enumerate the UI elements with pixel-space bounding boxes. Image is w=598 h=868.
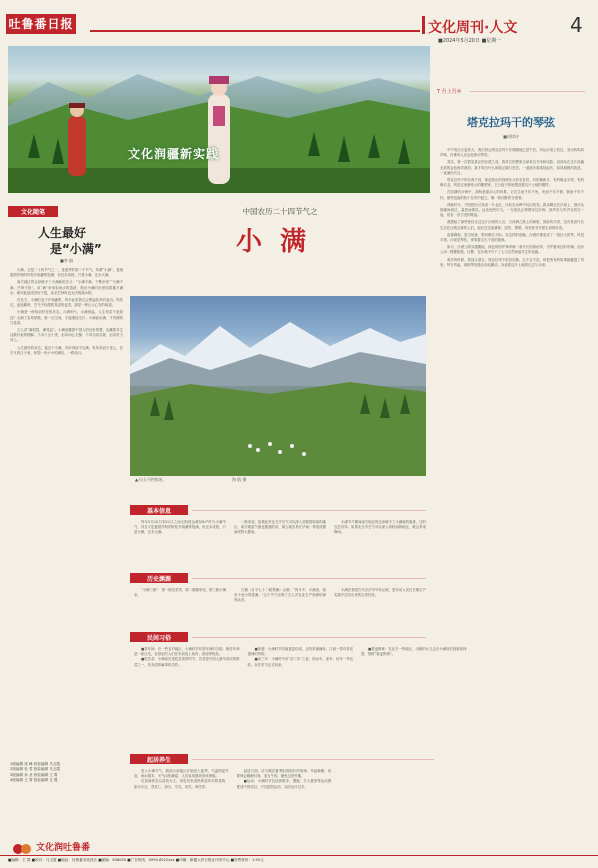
masthead-rule [90,30,420,32]
credit-line: 2版编辑 杜 君 校检编辑 马玉霞 [10,767,60,772]
section-heading-basic-info: 基本信息 [146,508,171,515]
credit-line: 1版编辑 梁 峰 校检编辑 马玉霞 [10,762,60,766]
essay-paragraph: 南方地区的农谚赋予了小满新的含义：“小满不满，干断田坎”“小满不满，芒种不管”。用“满”来形容雨水的盈缺，指出小满时田里如果蓄不满水，就可能造成田坎干裂，甚至芒种时也无法栽插水稻。 [10,280,123,295]
sidebar-paragraph: 我想起了那些曾经走过这片沙漠的人们，古丝绸之路上的商旅，探险的学者，还有世世代代生活在沙漠边缘的人们。他们在这里耕种、放牧、歌唱，用坚韧书写着生命的传奇。 [440,220,584,230]
section-paragraph: 每年5月20日到22日之间太阳到达黄经60°时为小满节气。其含义是夏熟作物的籽粒开始灌浆饱满，但还未成熟，只是小满，还未大满。 [134,520,226,535]
section-paragraph: ■祭车神：在一些农村地区，小满时节有祭车神的习俗。相传车神是一条白龙，在祭祀时人们在车前放上鱼肉、香烛等物品。 [134,647,240,657]
newspaper-logo: 吐鲁番日报 [8,17,74,31]
hero-landscape-illustration [8,46,430,193]
section-heading-history: 历史渊源 [146,576,171,583]
section-body-history [134,588,426,636]
brand-slogan: 文化润吐鲁番 [36,843,91,853]
section-paragraph: 进入小满节气，我国大部地区开始进入夏季，气温明显升高，雨水增多，天气闷热潮湿，人们容易感到身体困倦。 [134,769,229,779]
section-paragraph: 一般来说，如果此时北方冷空气可以深入到我国较南的地区，南方暖湿气流也强盛的话，那么就容易在华南一带造成暴雨或特大暴雨。 [234,520,326,535]
section-rule [192,637,426,638]
section-paragraph: 小满在我国古代历法中早有记载，是劳动人民在长期生产实践中总结出来的宝贵经验。 [334,588,426,598]
credit-line: 4版编辑 王 霄 校检编辑 支 璟 [10,778,58,783]
sidebar-author: ■胡律诗 [503,134,519,139]
essay-paragraph: 小满，它是二十四节气之一，是夏季的第二个节气。所谓“小满”，是指夏熟作物的籽粒开始灌浆饱满，但还未成熟，只是小满，还未大满。 [10,268,123,278]
issue-date: ■2024年5月20日 ■星期一 [438,38,502,44]
sidebar-paragraph: 塔克拉玛干的沙漠不同，被创造出的独特沙丘形态各异，有的像新月，有的像金字塔，有的像长龙。风是这里最伟大的雕塑家，它日夜不停地塑造着这片土地的模样。 [440,178,584,188]
section-rule [192,510,426,511]
editor-credits [10,762,128,784]
credit-line: 3版编辑 孙 圣 校检编辑 王 霄 [10,772,58,777]
section-heading-health: 起居养生 [146,757,171,764]
feature-title: 小满 [235,227,324,257]
photo-credit: 海 鸥 摄 [232,477,247,482]
footer-info: ■编辑：王 霄 ■校对：马玉霞 ■地址：吐鲁番市高昌区 ■邮编：838000 ■广告热线：0995-8522xxx ■印刷：新疆人民日报社印务中心 ■零售每份：1.50元 [8,858,264,862]
essay-paragraph: 人生最好的状态，莫过于小满。有所得而不自满，有所求而不贪心，在平凡的日子里，怀揣一份小小的满足，一路前行。 [10,345,123,355]
sidebar-paragraph: 离开的时候，我回头望去，塔克拉玛干依旧沉静。它不言不语，却把所有的故事都藏进了风里。每当风起，那根琴弦便会轻轻颤动，诉说着这片土地的过去与未来。 [440,257,584,267]
section-rule [192,759,434,760]
sidebar-paragraph: 傍晚时分，夕阳把沙丘染成一片金红，沙粒在余晖中闪闪发亮。我赤脚走在沙梁上，细沙从指缝间流过，温热而柔软。远处驼铃叮当，一支驼队正缓缓穿过沙海，那声音与风声交织在一起，宛若一首古老的歌谣。 [440,202,584,218]
section-paragraph: 小满节气期间南方地区的农谚赋予了小满新的寓意，这时宜忌各异。如果北方冷空气可以深入到较南的地区，就会带来降雨。 [334,520,426,535]
section-paragraph: ■祭蚕：小满时节恰值蚕茧结成，正待采摘缫丝，江南一带有祭祀蚕神的风俗。 [247,647,353,657]
section-paragraph: 饮食调养宜以清淡为主，常吃具有清热利湿作用的食物，如赤小豆、薏苡仁、绿豆、冬瓜、丝瓜、黄瓜等。 [134,779,229,789]
essay-author: ■李 娟 [60,258,74,263]
section-body-health [134,769,434,851]
brand-emblem-icon [12,840,32,852]
essay-title-line1: 人生最好 [38,226,87,240]
page-number: 4 [570,13,583,37]
section-paragraph: ■吃苦菜：小满前后是吃苦菜的时节，苦菜是中国人最早食用的野菜之一，具有清热解毒的功效。 [134,657,240,667]
section-paragraph: “小满三候”：第一候苦菜秀，第二候靡草死，第三候小暑至。 [134,588,226,598]
sidebar-tag-rule [470,91,585,92]
sidebar-paragraph: 其实，第一次看见真正的沙漠之前，我对它的想象全部来自书本和电影。直到站在这片浩瀚无垠的金色海洋面前，我才明白什么叫做辽阔与苍茫。一道道沙梁绵延起伏，如同凝固的波浪，一直涌向天边。 [440,160,584,175]
landscape-photo [130,296,426,476]
essay-body [10,268,123,760]
hero-banner-image [8,46,430,193]
section-paragraph: 起居方面，应当顺应夏季阳消阴长的规律，早起晚睡，但要保证睡眠时间，适当午休，避免过度劳累。 [236,769,332,779]
section-body-customs [134,647,580,699]
essay-paragraph: 古人讲“满招损，谦受益”。小满里藏着中国人的处世智慧，也藏着对生活最朴素的理解。不求十全十美，但求问心无愧；不求功成名就，但求努力向上。 [10,328,123,343]
sidebar-paragraph: 中午的沙丘更高大，我们到达塔克拉玛干沙漠腹地已是午后，风从沙梁上吹过，发出呜呜的声响，仿佛有人在远处拨动琴弦。 [440,148,584,158]
sidebar-column-tag: T 吾土吾乡 [437,89,462,95]
section-paragraph: ■运动：小满时节宜选择散步、慢跑、打太极拳等运动强度适中的项目，不宜剧烈运动，以防出汗过多。 [236,779,332,789]
section-name: 文化周刊·人文 [428,20,518,36]
section-body-basic-info [134,520,426,568]
photo-caption: ▲天山下的牧场。 [135,477,167,482]
section-paragraph: ■看麦梢黄：在北方一些地区，出嫁的女儿会在小满前后回娘家探望，俗称“看麦梢黄”。 [361,647,467,657]
essay-title-line2: 是“小满” [50,242,102,256]
section-rule [192,578,426,579]
section-paragraph: 古籍《月令七十二候集解》记载：“四月中，小满者，物至于此小得盈满。”这个节气反映了古人对农业生产规律的深刻认识。 [234,588,326,603]
essay-column-tag: 文化随笔 [20,209,45,216]
sidebar-headline: 塔克拉玛干的琴弦 [467,116,555,129]
section-heading-customs: 民间习俗 [146,635,171,642]
section-marker [422,16,425,34]
sidebar-paragraph: 如今，沙漠公路穿越腹地，绿色的防护林带像一条长长的绿丝带，守护着来往的车辆。治沙人用一棵棵梭梭、红柳，在沙漠中写下了人与自然和谐共生的诗篇。 [440,245,584,255]
sidebar-article-body [440,148,584,846]
sidebar-paragraph: 在寂静的沙海中，胡杨是最动人的风景。它们生而千年不死，死而千年不倒，倒而千年不朽。那些扭曲的枝干在风中挺立，像一群沉默的守望者。 [440,190,584,200]
hero-slogan: 文化润疆新实践 [128,147,220,161]
essay-paragraph: 小满是一种恰到好处的状态。月满则亏，水满则溢，人生何尝不是如此？太满了容易骄傲，留一点空间，才能继续生长；小满而未满，才有期待与希望。 [10,310,123,325]
mountain-pasture-illustration [130,296,426,476]
feature-kicker: 中国农历二十四节气之 [242,207,318,216]
sidebar-paragraph: 夜幕降临，星空低垂，银河横亘天际。在这样的夜晚，沙漠仿佛变成了一架巨大的琴，风是手指，沙梁是琴弦，弹奏着亘古不变的旋律。 [440,232,584,243]
section-paragraph: ■动三车：小满时节有“动三车”之说，即水车、油车、丝车一齐运转，农忙时节正式到来。 [247,657,353,667]
essay-paragraph: 在北方，小满时麦子开始灌浆，每年此时我总会想起故乡的麦田。风吹过，麦浪翻滚，空气中弥漫着青涩的麦香，那是一种让人心安的味道。 [10,298,123,308]
